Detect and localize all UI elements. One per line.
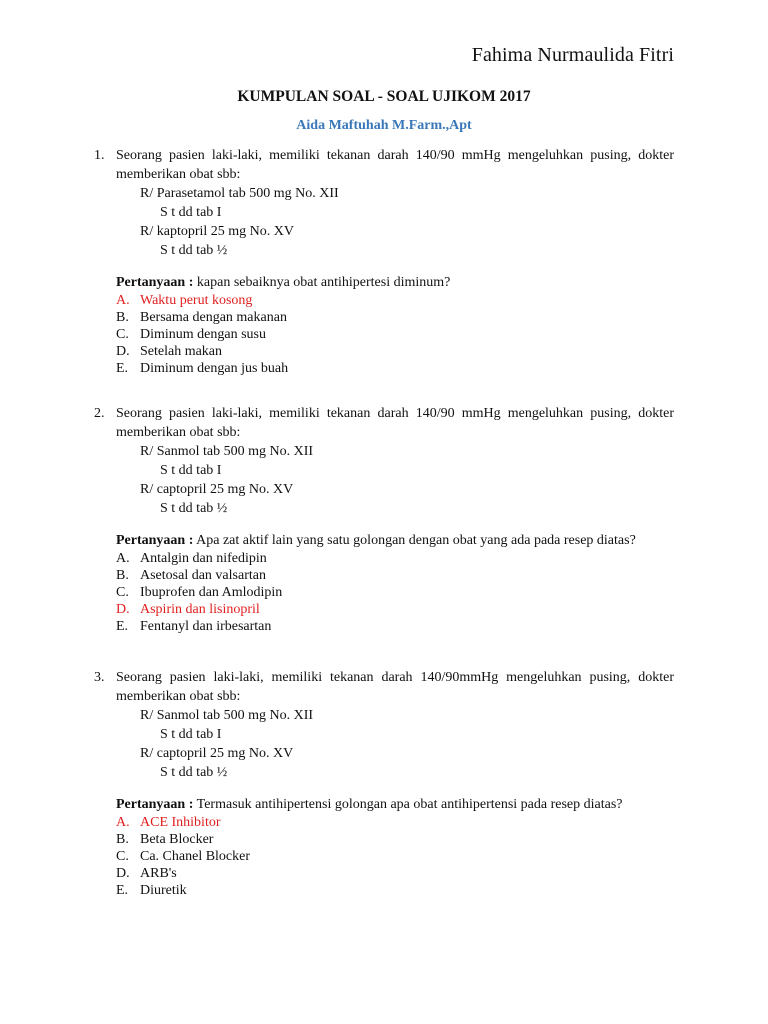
option-text: Antalgin dan nifedipin	[140, 551, 267, 566]
prescription	[140, 442, 674, 518]
question-1	[94, 146, 674, 391]
answer-option	[94, 343, 674, 360]
rx-dose: S t dd tab ½	[160, 243, 228, 258]
question-3	[94, 668, 674, 913]
question-prompt	[116, 274, 674, 291]
answer-option	[94, 848, 674, 865]
rx-drug: R/ kaptopril 25 mg No. XV	[140, 224, 294, 239]
option-letter: D.	[116, 344, 130, 359]
question-text: Seorang pasien laki-laki, memiliki tekanan darah 140/90mmHg mengeluhkan pusing, dokter memberikan obat sbb:	[116, 670, 674, 704]
option-text: Bersama dengan makanan	[140, 310, 287, 325]
option-letter: A.	[116, 815, 130, 830]
question-prompt	[116, 796, 674, 813]
answer-option	[94, 865, 674, 882]
rx-dose: S t dd tab ½	[160, 501, 228, 516]
rx-dose: S t dd tab ½	[160, 765, 228, 780]
rx-drug: R/ Sanmol tab 500 mg No. XII	[140, 444, 314, 459]
option-text: Waktu perut kosong	[140, 293, 253, 308]
rx-drug: R/ captopril 25 mg No. XV	[140, 482, 294, 497]
option-text: Ca. Chanel Blocker	[140, 849, 251, 864]
option-text: Ibuprofen dan Amlodipin	[140, 585, 283, 600]
prompt-label: Pertanyaan :	[116, 797, 194, 812]
question-number: 3.	[94, 670, 105, 685]
rx-dose: S t dd tab I	[160, 727, 222, 742]
answer-option	[94, 309, 674, 326]
option-text: ACE Inhibitor	[140, 815, 221, 830]
option-text: Diuretik	[140, 883, 187, 898]
option-text: Setelah makan	[140, 344, 223, 359]
author-name: Fahima Nurmaulida Fitri	[471, 44, 674, 66]
option-text: Fentanyl dan irbesartan	[140, 619, 272, 634]
answer-option	[94, 567, 674, 584]
option-letter: E.	[116, 619, 129, 634]
prompt-text: Termasuk antihipertensi golongan apa obat antihipertensi pada resep diatas?	[193, 797, 623, 812]
answer-option	[94, 814, 674, 831]
question-number: 2.	[94, 406, 105, 421]
rx-drug: R/ captopril 25 mg No. XV	[140, 746, 294, 761]
answer-option	[94, 292, 674, 309]
question-text: Seorang pasien laki-laki, memiliki tekanan darah 140/90 mmHg mengeluhkan pusing, dokter memberikan obat sbb:	[116, 148, 674, 182]
rx-drug: R/ Parasetamol tab 500 mg No. XII	[140, 186, 339, 201]
question-2	[94, 404, 674, 649]
answer-option	[94, 584, 674, 601]
option-letter: D.	[116, 866, 130, 881]
document-subtitle: Aida Maftuhah M.Farm.,Apt	[296, 118, 472, 133]
option-text: Diminum dengan susu	[140, 327, 266, 342]
answer-options	[94, 292, 674, 377]
option-letter: B.	[116, 568, 129, 583]
option-letter: B.	[116, 832, 129, 847]
option-text: Asetosal dan valsartan	[140, 568, 266, 583]
prescription	[140, 184, 674, 260]
option-letter: C.	[116, 585, 129, 600]
prompt-label: Pertanyaan :	[116, 533, 194, 548]
option-text: Aspirin dan lisinopril	[140, 602, 260, 617]
prescription	[140, 706, 674, 782]
prompt-text: kapan sebaiknya obat antihipertesi diminum?	[193, 275, 451, 290]
answer-option	[94, 326, 674, 343]
answer-option	[94, 831, 674, 848]
document-title: KUMPULAN SOAL - SOAL UJIKOM 2017	[237, 88, 531, 105]
option-letter: C.	[116, 327, 129, 342]
rx-dose: S t dd tab I	[160, 205, 222, 220]
answer-options	[94, 814, 674, 899]
option-letter: B.	[116, 310, 129, 325]
option-letter: A.	[116, 551, 130, 566]
answer-option	[94, 601, 674, 618]
answer-options	[94, 550, 674, 635]
option-letter: E.	[116, 883, 129, 898]
rx-dose: S t dd tab I	[160, 463, 222, 478]
answer-option	[94, 360, 674, 377]
option-letter: C.	[116, 849, 129, 864]
rx-drug: R/ Sanmol tab 500 mg No. XII	[140, 708, 314, 723]
option-letter: A.	[116, 293, 130, 308]
question-text: Seorang pasien laki-laki, memiliki tekanan darah 140/90 mmHg mengeluhkan pusing, dokter memberikan obat sbb:	[116, 406, 674, 440]
option-letter: D.	[116, 602, 130, 617]
question-number: 1.	[94, 148, 105, 163]
option-text: Beta Blocker	[140, 832, 214, 847]
answer-option	[94, 882, 674, 899]
prompt-label: Pertanyaan :	[116, 275, 194, 290]
answer-option	[94, 618, 674, 635]
option-letter: E.	[116, 361, 129, 376]
option-text: ARB's	[140, 866, 177, 881]
question-prompt	[116, 532, 674, 549]
answer-option	[94, 550, 674, 567]
prompt-text: Apa zat aktif lain yang satu golongan dengan obat yang ada pada resep diatas?	[193, 533, 636, 548]
option-text: Diminum dengan jus buah	[140, 361, 289, 376]
